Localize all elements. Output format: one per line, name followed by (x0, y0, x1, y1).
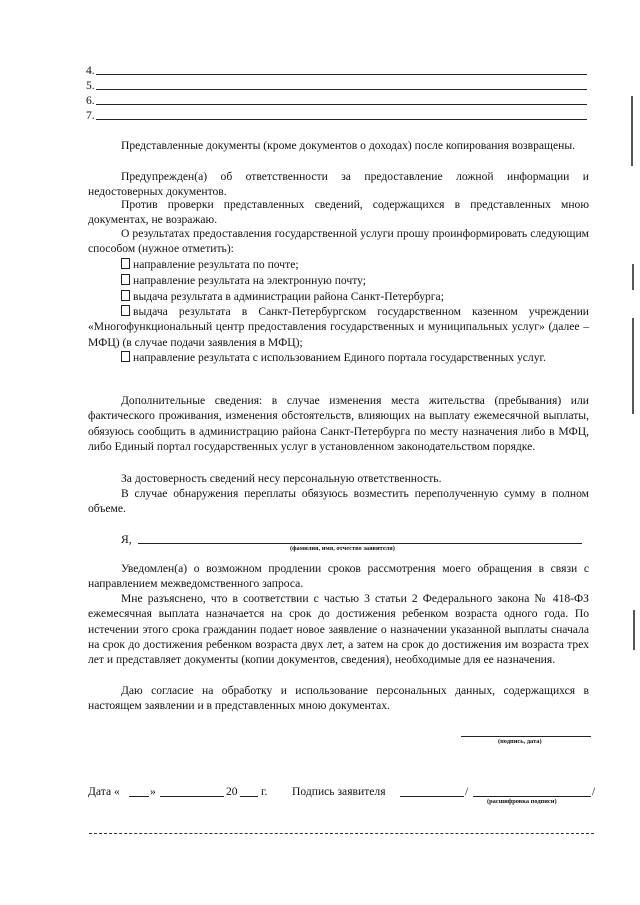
fio-field-line[interactable] (138, 543, 582, 544)
option-administration-label: выдача результата в администрации района Санкт-Петербурга; (133, 290, 444, 303)
para-responsibility: За достоверность сведений несу персональную ответственность. (121, 472, 442, 485)
checkbox-portal[interactable] (121, 351, 130, 362)
scan-edge-mark (633, 610, 635, 650)
year-suffix: г. (261, 785, 268, 798)
checkbox-administration[interactable] (121, 290, 130, 301)
scan-edge-mark (632, 318, 634, 414)
para-docs-returned: Представленные документы (кроме документов о доходах) после копирования возвращены. (121, 139, 576, 152)
para-notified: Уведомлен(а) о возможном продлении сроков рассмотрения моего обращения в связи с направлением межведомственного запроса. (88, 562, 589, 591)
option-email[interactable] (121, 273, 366, 288)
option-portal-label: направление результата с использованием Единого портала государственных услуг. (133, 351, 546, 364)
line-number-4: 4. (86, 64, 95, 77)
option-mfc[interactable] (88, 304, 589, 350)
signature-decoding-field[interactable] (473, 796, 591, 797)
option-post-label: направление результата по почте; (133, 258, 299, 271)
para-explained: Мне разъяснено, что в соответствии с частью 3 статьи 2 Федерального закона № 418-ФЗ ежемесячная выплата назначается на срок до достижения ребенком возраста одного года. По истечении этого срока гражданин подает новое заявление о назначении указанной выплаты сначала на срок до достижения ребенком возраста двух лет, а затем на срок до достижения им возраста трех лет и представляет документы (копии документов, сведения), необходимые для ее назначения. (88, 592, 589, 667)
para-consent: Даю согласие на обработку и использование персональных данных, содержащихся в настоящем заявлении и в представленных мною документах. (88, 684, 589, 713)
signature-date-caption: (подпись, дата) (498, 738, 542, 745)
date-month-field[interactable] (160, 796, 224, 797)
i-label: Я, (121, 533, 132, 546)
line-number-7: 7. (86, 109, 95, 122)
blank-line-4[interactable] (96, 74, 587, 75)
date-label: Дата « (88, 785, 120, 798)
para-no-objection: Против проверки представленных сведений, содержащихся в представленных мною документах, не возражаю. (88, 198, 589, 227)
slash-2: / (592, 785, 596, 798)
fio-caption: (фамилия, имя, отчество заявителя) (290, 545, 395, 552)
checkbox-post[interactable] (121, 258, 130, 269)
line-number-5: 5. (86, 79, 95, 92)
option-administration[interactable] (121, 289, 444, 304)
scan-edge-mark (631, 96, 633, 166)
option-post[interactable] (121, 257, 299, 272)
date-day-field[interactable] (129, 796, 149, 797)
para-overpayment: В случае обнаружения переплаты обязуюсь возместить переполученную сумму в полном объеме. (88, 487, 589, 516)
option-mfc-label: выдача результата в Санкт-Петербургском государственном казенном учреждении «Многофункциональный центр предоставления государственных и муниципальных услуг» (далее – МФЦ) (в случае подачи заявления в МФЦ); (88, 305, 589, 349)
decoding-caption: (расшифровка подписи) (487, 798, 557, 805)
option-email-label: направление результата на электронную почту; (133, 274, 367, 287)
option-portal[interactable] (88, 350, 589, 365)
para-additional: Дополнительные сведения: в случае изменения места жительства (пребывания) или фактического проживания, изменения обстоятельств, влияющих на выплату ежемесячной выплаты, обязуюсь сообщить в администрацию района Санкт-Петербурга по месту назначения либо в МФЦ, либо Единый портал государственных услуг в установленном законодательством порядке. (88, 394, 589, 453)
line-number-6: 6. (86, 94, 95, 107)
scan-edge-mark (632, 264, 634, 290)
date-year-field[interactable] (240, 796, 258, 797)
applicant-signature-field[interactable] (400, 796, 464, 797)
signature-date-line[interactable] (461, 736, 591, 737)
year-prefix: 20 (226, 785, 238, 798)
blank-line-6[interactable] (96, 104, 587, 105)
dashed-divider (89, 833, 594, 834)
checkbox-email[interactable] (121, 274, 130, 285)
para-inform: О результатах предоставления государственной услуги прошу проинформировать следующим способом (нужное отметить): (88, 227, 589, 256)
slash-1: / (465, 785, 469, 798)
date-quote-close: » (150, 785, 156, 798)
para-warned: Предупрежден(а) об ответственности за предоставление ложной информации и недостоверных документов. (88, 170, 589, 199)
blank-line-7[interactable] (96, 119, 587, 120)
applicant-signature-label: Подпись заявителя (292, 785, 386, 798)
blank-line-5[interactable] (96, 89, 587, 90)
checkbox-mfc[interactable] (121, 305, 130, 316)
